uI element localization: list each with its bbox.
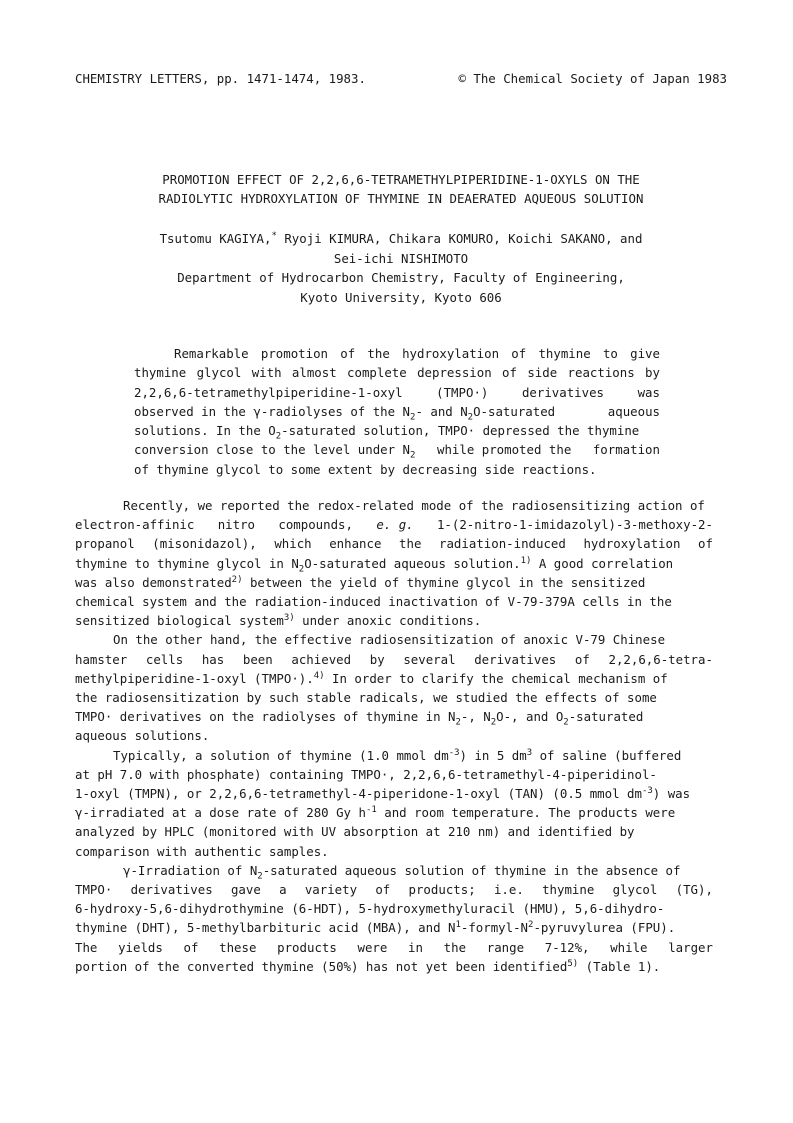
body-line: Typically, a solution of thymine (1.0 mmol $dm^{-3}$) in 5 $dm^3$ of saline (buffered bbox=[113, 747, 682, 763]
abstract-line: solutions. In the $O_2$-saturated solution, TMPO· depressed the thymine bbox=[134, 423, 640, 442]
body-line: at pH 7.0 with phosphate) containing TMPO·, 2,2,6,6-tetramethyl-4-piperidinol- bbox=[75, 766, 657, 782]
body-line: 6-hydroxy-5,6-dihydrothymine (6-HDT), 5-hydroxymethyluracil (HMU), 5,6-dihydro- bbox=[75, 901, 665, 917]
reference-mark: 4) bbox=[313, 670, 325, 681]
body-line: thymine (DHT), 5-methylbarbituric acid (MBA), and $N^1-formyl-N^2$-pyruvylurea (FPU). bbox=[75, 920, 676, 936]
body-line: γ-Irradiation of $N_2$-saturated aqueous solution of thymine in the absence of bbox=[123, 862, 681, 882]
body-line: sensitized biological system$^{3)}$ under anoxic conditions. bbox=[75, 613, 482, 629]
article-title bbox=[75, 170, 727, 208]
body-line: aqueous solutions. bbox=[75, 728, 210, 744]
affiliation: Kyoto University, Kyoto 606 bbox=[300, 289, 502, 305]
title-line: PROMOTION EFFECT OF 2,2,6,6-TETRAMETHYLPIPERIDINE-1-OXYLS ON THE bbox=[162, 172, 640, 187]
body-line: On the other hand, the effective radiosensitization of anoxic V-79 Chinese bbox=[113, 632, 666, 648]
author-line: Sei-ichi NISHIMOTO bbox=[333, 250, 469, 266]
abstract-line: thymine glycol with almost complete depression of side reactions by bbox=[134, 365, 660, 381]
body-line: analyzed by HPLC (monitored with UV absorption at 210 nm) and identified by bbox=[75, 824, 635, 840]
body-line: hamster cells has been achieved by several derivatives of 2,2,6,6-tetra- bbox=[75, 651, 713, 667]
body-line: thymine to thymine glycol in $N_2O$-saturated aqueous solution.$^{1)}$ A good correlation bbox=[75, 555, 674, 575]
body-line: was also demonstrated$^{2)}$ between the yield of thymine glycol in the sensitized bbox=[75, 574, 646, 590]
reference-mark: 2) bbox=[231, 574, 243, 585]
body-line: propanol (misonidazol), which enhance the radiation-induced hydroxylation of bbox=[75, 536, 713, 552]
body-line: comparison with authentic samples. bbox=[75, 843, 329, 859]
body-line: γ-irradiated at a dose rate of 280 Gy $h^{-1}$ and room temperature. The products were bbox=[75, 805, 676, 821]
reference-mark: 5) bbox=[567, 958, 579, 969]
abstract-line: 2,2,6,6-tetramethylpiperidine-1-oxyl (TMPO·) derivatives was bbox=[134, 384, 660, 400]
body-line: the radiosensitization by such stable radicals, we studied the effects of some bbox=[75, 690, 657, 706]
reference-mark: 1) bbox=[520, 555, 532, 566]
body-line: 1-oxyl (TMPN), or 2,2,6,6-tetramethyl-4-piperidone-1-oxyl (TAN) (0.5 mmol $dm^{-3}$) was bbox=[75, 785, 691, 802]
journal-citation: CHEMISTRY LETTERS, pp. 1471-1474, 1983. bbox=[75, 71, 366, 86]
author-line: Tsutomu KAGIYA,* Ryoji KIMURA, Chikara KOMURO, Koichi SAKANO, and bbox=[159, 230, 643, 246]
copyright-notice: © The Chemical Society of Japan 1983 bbox=[458, 71, 727, 86]
running-header bbox=[75, 71, 727, 89]
title-line: RADIOLYTIC HYDROXYLATION OF THYMINE IN DEAERATED AQUEOUS SOLUTION bbox=[158, 191, 644, 206]
body-line: The yields of these products were in the range 7-12%, while larger bbox=[75, 939, 713, 955]
abstract-line: conversion close to the level under $N_2$ while promoted the formation bbox=[134, 442, 660, 461]
abstract bbox=[134, 344, 660, 479]
abstract-line: of thymine glycol to some extent by decreasing side reactions. bbox=[134, 461, 597, 477]
article-body bbox=[75, 496, 713, 976]
body-line: portion of the converted thymine (50%) has not yet been identified$^{5)}$ (Table 1). bbox=[75, 958, 661, 974]
author-block bbox=[75, 229, 727, 307]
body-line: methylpiperidine-1-oxyl (TMPO·).$^{4)}$ In order to clarify the chemical mechanism of bbox=[75, 670, 668, 686]
body-line: TMPO· derivatives gave a variety of products; i.e. thymine glycol (TG), bbox=[75, 882, 713, 898]
body-line: chemical system and the radiation-induced inactivation of V-79-379A cells in the bbox=[75, 594, 672, 610]
abstract-line: Remarkable promotion of the hydroxylation of thymine to give bbox=[174, 346, 660, 361]
body-line: TMPO· derivatives on the radiolyses of thymine in $N_2-$, $N_2O-$, and $O_2$-saturated bbox=[75, 709, 644, 728]
abstract-line: observed in the γ-radiolyses of the $N_2-$ and $N_2O$-saturated aqueous bbox=[134, 403, 660, 423]
body-line: Recently, we reported the redox-related mode of the radiosensitizing action of bbox=[123, 498, 705, 513]
reference-mark: 3) bbox=[283, 613, 295, 624]
corresponding-author-mark: * bbox=[271, 230, 277, 241]
affiliation: Department of Hydrocarbon Chemistry, Faculty of Engineering, bbox=[177, 270, 625, 285]
body-line: electron-affinic nitro compounds, e. g. 1-(2-nitro-1-imidazolyl)-3-methoxy-2- bbox=[75, 517, 713, 533]
